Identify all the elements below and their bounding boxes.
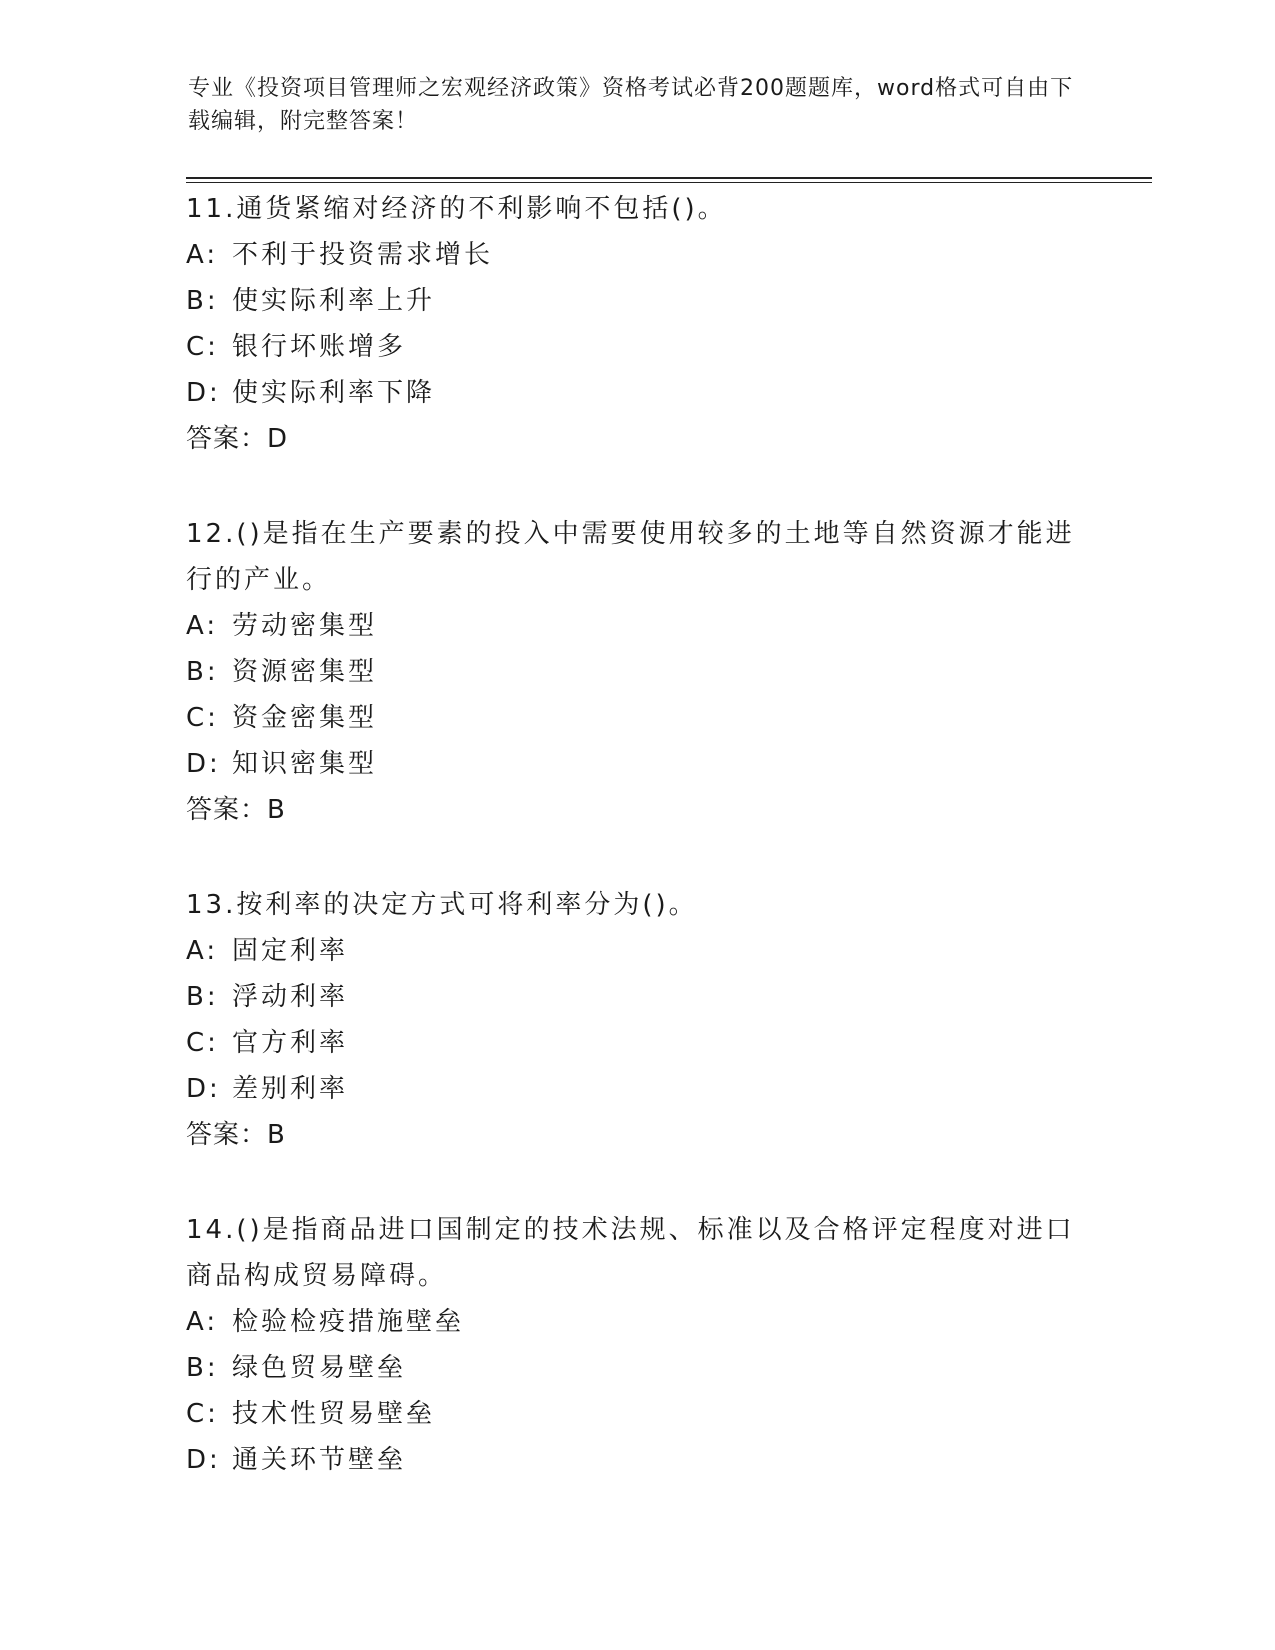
option-letter: C: xyxy=(186,1028,219,1058)
option-text: 使实际利率上升 xyxy=(232,286,436,316)
option-b xyxy=(186,649,1086,695)
question-stem: 14.()是指商品进口国制定的技术法规、标准以及合格评定程度对进口商品构成贸易障碍。 xyxy=(186,1215,1075,1291)
option-letter: A: xyxy=(186,936,219,966)
option-letter: D: xyxy=(186,1074,221,1104)
option-letter: B: xyxy=(186,982,219,1012)
option-a xyxy=(186,603,1086,649)
option-text: 技术性贸易壁垒 xyxy=(232,1399,436,1429)
option-c xyxy=(186,1391,1086,1437)
option-letter: A: xyxy=(186,240,219,270)
option-text: 劳动密集型 xyxy=(232,611,378,641)
option-letter: B: xyxy=(186,1353,219,1383)
option-a xyxy=(186,1299,1086,1345)
question-answer: 答案：D xyxy=(186,424,289,454)
header-divider-thick xyxy=(186,177,1152,179)
question-answer: 答案：B xyxy=(186,795,286,825)
question-item xyxy=(186,1207,1086,1483)
option-text: 资金密集型 xyxy=(232,703,378,733)
question-list xyxy=(186,186,1086,1483)
option-letter: D: xyxy=(186,1445,221,1475)
question-stem: 11.通货紧缩对经济的不利影响不包括()。 xyxy=(186,194,727,224)
option-letter: D: xyxy=(186,749,221,779)
question-item xyxy=(186,186,1086,462)
option-text: 检验检疫措施壁垒 xyxy=(232,1307,465,1337)
option-text: 不利于投资需求增长 xyxy=(232,240,494,270)
option-letter: C: xyxy=(186,1399,219,1429)
question-stem: 13.按利率的决定方式可将利率分为()。 xyxy=(186,890,698,920)
option-d xyxy=(186,370,1086,416)
question-item xyxy=(186,882,1086,1158)
option-text: 通关环节壁垒 xyxy=(232,1445,407,1475)
option-d xyxy=(186,741,1086,787)
option-text: 差别利率 xyxy=(232,1074,349,1104)
question-stem: 12.()是指在生产要素的投入中需要使用较多的土地等自然资源才能进行的产业。 xyxy=(186,519,1075,595)
option-letter: B: xyxy=(186,657,219,687)
option-b xyxy=(186,278,1086,324)
option-letter: B: xyxy=(186,286,219,316)
option-text: 资源密集型 xyxy=(232,657,378,687)
option-letter: A: xyxy=(186,611,219,641)
option-c xyxy=(186,1020,1086,1066)
question-item xyxy=(186,511,1086,833)
option-text: 固定利率 xyxy=(232,936,349,966)
option-c xyxy=(186,324,1086,370)
option-a xyxy=(186,232,1086,278)
option-letter: A: xyxy=(186,1307,219,1337)
header-divider-thin xyxy=(186,182,1152,183)
option-text: 银行坏账增多 xyxy=(232,332,407,362)
option-b xyxy=(186,1345,1086,1391)
option-text: 官方利率 xyxy=(232,1028,349,1058)
document-header xyxy=(188,72,1088,138)
option-letter: C: xyxy=(186,332,219,362)
option-d xyxy=(186,1437,1086,1483)
option-text: 浮动利率 xyxy=(232,982,349,1012)
option-text: 绿色贸易壁垒 xyxy=(232,1353,407,1383)
option-text: 知识密集型 xyxy=(232,749,378,779)
option-b xyxy=(186,974,1086,1020)
document-title: 专业《投资项目管理师之宏观经济政策》资格考试必背200题题库，word格式可自由下载编辑，附完整答案！ xyxy=(188,76,1074,134)
option-letter: D: xyxy=(186,378,221,408)
option-c xyxy=(186,695,1086,741)
question-answer: 答案：B xyxy=(186,1120,286,1150)
option-a xyxy=(186,928,1086,974)
option-text: 使实际利率下降 xyxy=(232,378,436,408)
option-letter: C: xyxy=(186,703,219,733)
option-d xyxy=(186,1066,1086,1112)
